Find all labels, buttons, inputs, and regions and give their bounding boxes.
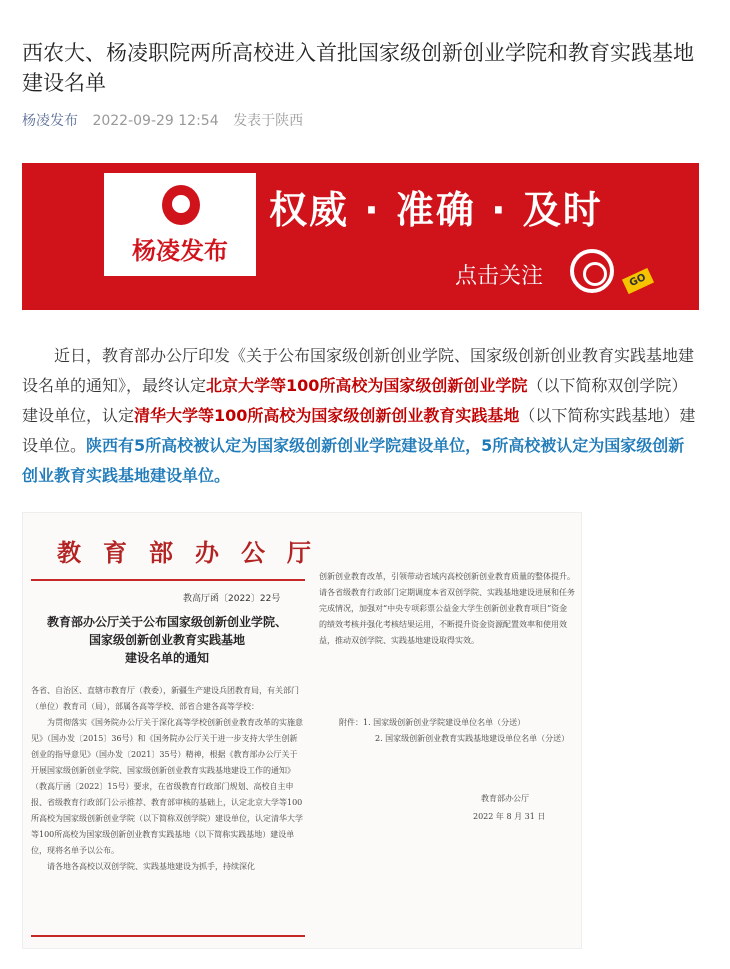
article-title: 西农大、杨凌职院两所高校进入首批国家级创新创业学院和教育实践基地建设名单: [22, 41, 694, 95]
doc-body-continued: 请各地各高校以双创学院、实践基地建设为抓手，持续深化: [47, 862, 255, 871]
publish-date: 2022-09-29 12:54: [92, 113, 219, 129]
banner-logo: [104, 173, 256, 276]
doc-number: 教高厅函〔2022〕22号: [183, 594, 281, 604]
go-badge: GO: [622, 268, 654, 294]
para-text-2: （以下简称双创学院）建设单位，认定: [22, 376, 688, 425]
document-image[interactable]: [22, 512, 582, 949]
para-highlight-1: 北京大学等100所高校为国家级创新创业学院: [206, 376, 528, 395]
doc-attachments: [339, 715, 575, 747]
doc-bottom-rule: [31, 935, 305, 937]
para-text-3: （以下简称实践基地）建设单位。: [22, 406, 696, 455]
author-link[interactable]: 杨凌发布: [22, 113, 78, 129]
para-text-1: 近日，教育部办公厅印发《关于公布国家级创新创业学院、国家级创新创业教育实践基地建设名单的通知》，最终认定: [22, 346, 695, 395]
publish-location: 发表于陕西: [233, 113, 304, 129]
follow-text: 点击关注: [455, 264, 544, 289]
doc-sign-date: 2022 年 8 月 31 日: [473, 812, 546, 821]
doc-title: [31, 613, 303, 667]
doc-attachment-2: 2. 国家级创新创业教育实践基地建设单位名单（分送）: [375, 734, 570, 743]
doc-signature: 教育部办公厅: [481, 794, 529, 803]
doc-right-column: 创新创业教育改革，引领带动省域内高校创新创业教育质量的整体提升。请各省级教育行政部门定期调度本省双创学院、实践基地建设进展和任务完成情况，加强对“中央专项彩票公益金大学生创新创业教育项目”资金的绩效考核并强化考核结果运用，不断提升资金资源配置效率和使用效益，推动双创学院、实践基地建设取得实效。: [319, 572, 575, 645]
banner-slogan: 权威 · 准确 · 及时: [269, 188, 603, 232]
banner-image[interactable]: [22, 163, 699, 310]
target-icon: [570, 249, 614, 293]
article-paragraph: [22, 341, 700, 491]
doc-header: 教育部办公厅: [57, 538, 333, 567]
doc-red-rule: [31, 579, 305, 581]
doc-title-line-2: 国家级创新创业教育实践基地: [88, 633, 245, 647]
logo-mark-icon: [162, 185, 200, 225]
doc-body-paragraph: 为贯彻落实《国务院办公厅关于深化高等学校创新创业教育改革的实施意见》（国办发〔2015〕36号）和《国务院办公厅关于进一步支持大学生创新创业的指导意见》（国办发〔2021〕35号）精神，根据《教育部办公厅关于开展国家级创新创业学院、国家级创新创业教育实践基地建设工作的通知》（教高厅函〔2022〕15号）要求，在省级教育行政部门规划、高校自主申报、省级教育行政部门公示推荐、教育部审核的基础上，认定北京大学等100所高校为国家级创新创业学院（以下简称双创学院）建设单位，认定清华大学等100所高校为国家级创新创业教育实践基地（以下简称实践基地）建设单位，现将名单予以公布。: [31, 718, 303, 855]
article-meta: [22, 110, 303, 130]
banner-logo-text: 杨凌发布: [132, 237, 228, 265]
para-highlight-2: 清华大学等100所高校为国家级创新创业教育实践基地: [134, 406, 520, 425]
doc-title-line-3: 建设名单的通知: [124, 651, 209, 665]
doc-attachment-1: 附件：1. 国家级创新创业学院建设单位名单（分送）: [339, 718, 526, 727]
doc-left-column: [31, 683, 303, 875]
doc-title-line-1: 教育部办公厅关于公布国家级创新创业学院、: [46, 615, 287, 629]
doc-salutation: 各省、自治区、直辖市教育厅（教委），新疆生产建设兵团教育局，有关部门（单位）教育司（局），部属各高等学校、部省合建各高等学校：: [31, 686, 299, 711]
para-highlight-blue: 陕西有5所高校被认定为国家级创新创业学院建设单位，5所高校被认定为国家级创新创业教育实践基地建设单位。: [22, 436, 685, 485]
